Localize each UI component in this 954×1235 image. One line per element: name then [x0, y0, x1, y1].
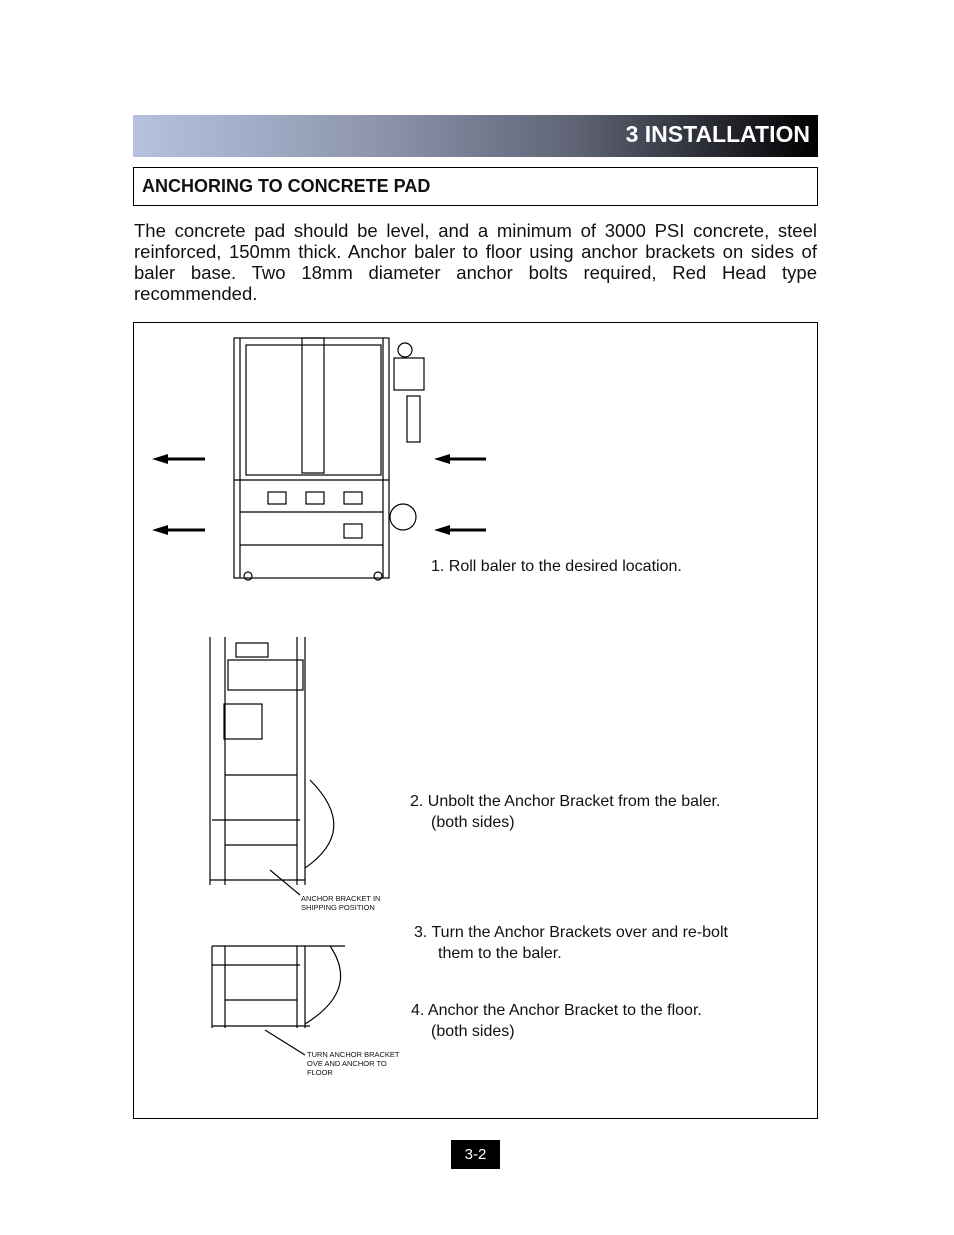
- step-3: 3. Turn the Anchor Brackets over and re-bolt: [414, 924, 728, 941]
- intro-paragraph: The concrete pad should be level, and a minimum of 3000 PSI concrete, steel reinforced, 150mm thick. Anchor baler to floor using anchor brackets on sides of baler base. Two 18mm diameter anchor bolts required, Red Head type recommended.: [134, 220, 817, 304]
- step-1: 1. Roll baler to the desired location.: [431, 558, 682, 575]
- callout-line: FLOOR: [307, 1068, 333, 1077]
- step-4-note: (both sides): [431, 1023, 515, 1040]
- step-3-cont: them to the baler.: [438, 945, 562, 962]
- callout-line: ANCHOR BRACKET IN: [301, 894, 381, 903]
- callout-turn-anchor: [307, 1050, 400, 1077]
- callout-line: OVE AND ANCHOR TO: [307, 1059, 387, 1068]
- step-4: 4. Anchor the Anchor Bracket to the floor.: [411, 1002, 702, 1019]
- section-title: ANCHORING TO CONCRETE PAD: [142, 176, 431, 196]
- step-2: 2. Unbolt the Anchor Bracket from the baler.: [410, 793, 721, 810]
- step-2-note: (both sides): [431, 814, 515, 831]
- callout-line: SHIPPING POSITION: [301, 903, 375, 912]
- callout-line: TURN ANCHOR BRACKET: [307, 1050, 400, 1059]
- callout-shipping-position: [301, 894, 380, 912]
- chapter-title: 3 INSTALLATION: [625, 121, 810, 147]
- page-number: 3-2: [451, 1140, 500, 1169]
